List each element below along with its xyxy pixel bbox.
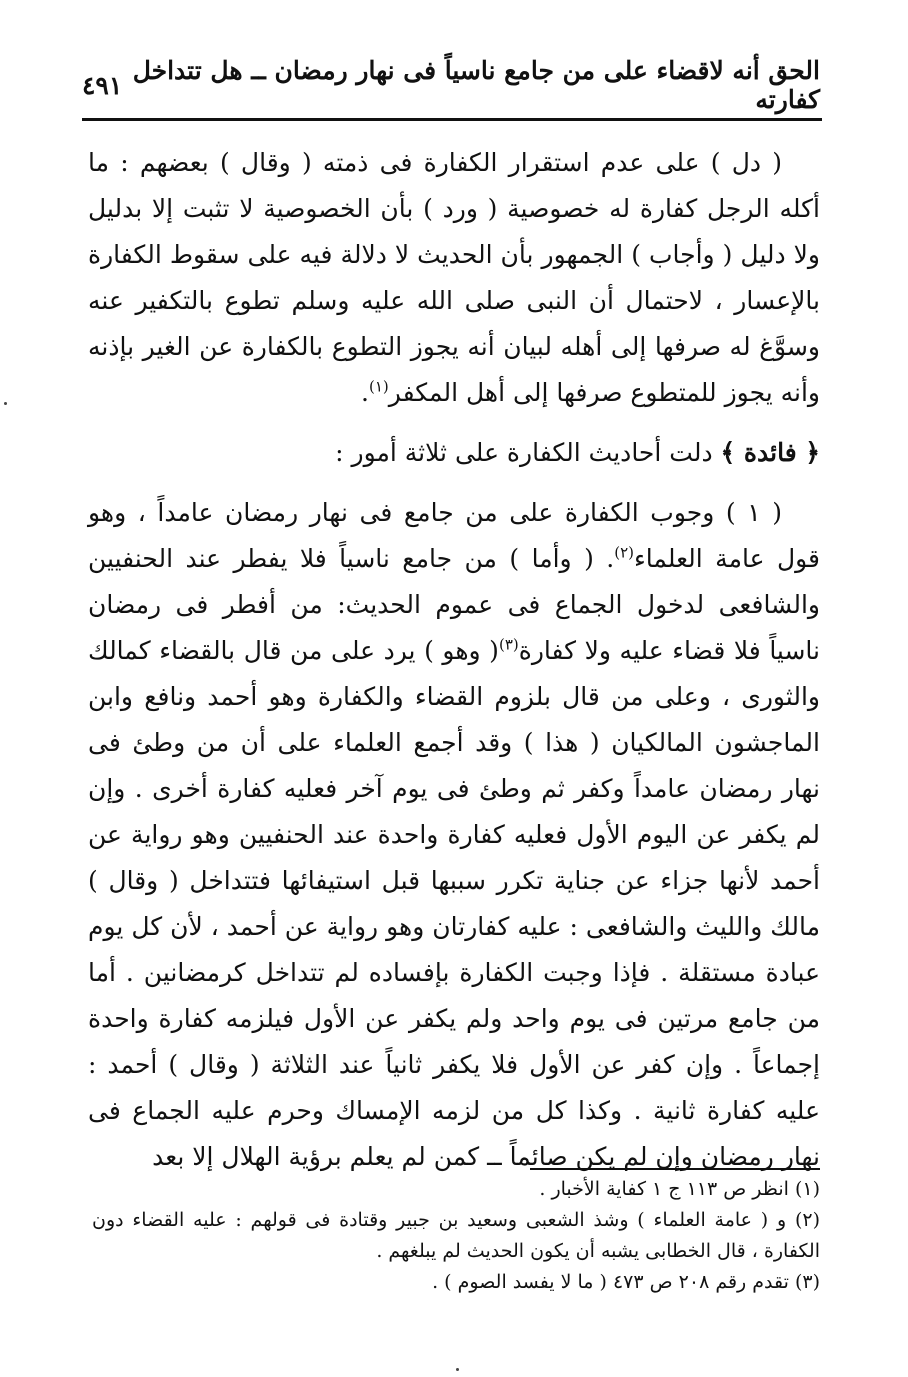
footnote-ref-3: (٣) xyxy=(498,635,519,654)
paragraph-2-part-b: . ( وأما ) من جامع ناسياً فلا يفطر عند الحنفيين والشافعى لدخول الجماع فى عموم الحديث: من أفطر فى رمضان ناسياً فلا قضاء عليه ولا كفارة xyxy=(88,544,820,665)
footnote-divider xyxy=(530,1168,820,1170)
footnotes xyxy=(92,1174,820,1298)
paragraph-1-end: . xyxy=(361,378,369,407)
header-divider xyxy=(82,118,822,121)
scan-speck xyxy=(456,1368,459,1371)
faida-text: دلت أحاديث الكفارة على ثلاثة أمور : xyxy=(335,438,713,467)
paragraph-2-part-a: ( ١ ) وجوب الكفارة على من جامع فى نهار رمضان عامداً ، وهو قول عامة العلماء xyxy=(88,498,820,573)
faida-line xyxy=(88,430,820,476)
page-number: ٤٩١ xyxy=(82,70,123,100)
page-header xyxy=(82,56,820,114)
paragraph-2 xyxy=(88,490,820,1180)
footnote-ref-1: (١) xyxy=(369,377,389,396)
main-text xyxy=(88,140,820,1180)
footnote-1: (١) انظر ص ١١٣ ج ١ كفاية الأخبار . xyxy=(539,1178,820,1200)
paragraph-1 xyxy=(88,140,820,416)
paragraph-1-text: ( دل ) على عدم استقرار الكفارة فى ذمته ( وقال ) بعضهم : ما أكله الرجل كفارة له خصوصية ( ورد ) بأن الخصوصية لا تثبت إلا بدليل ولا دليل ( وأجاب ) الجمهور بأن الحديث لا دلالة فيه على سقوط الكفارة بالإعسار ، لاحتمال أن النبى صلى الله عليه وسلم تطوع بالتكفير عنه وسوَّغ له صرفها إلى أهله لبيان أنه يجوز التطوع بالكفارة عن الغير بإذنه وأنه يجوز للمتطوع صرفها إلى أهل المكفر xyxy=(88,148,820,407)
footnote-3: (٣) تقدم رقم ٢٠٨ ص ٤٧٣ ( ما لا يفسد الصوم ) . xyxy=(432,1271,820,1293)
paragraph-2-part-c: ( وهو ) يرد على من قال بالقضاء كمالك والثورى ، وعلى من قال بلزوم القضاء والكفارة وهو أحمد ونافع وابن الماجشون المالكيان ( هذا ) وقد أجمع العلماء على أن من وطئ فى نهار رمضان عامداً وكفر ثم وطئ فى يوم آخر فعليه كفارة أخرى . وإن لم يكفر عن اليوم الأول فعليه كفارة واحدة عند الحنفيين وهو رواية عن أحمد لأنها جزاء عن جناية تكرر سببها قبل استيفائها فتتداخل ( وقال ) مالك والليث والشافعى : عليه كفارتان وهو رواية عن أحمد ، لأن كل يوم عبادة مستقلة . فإذا وجبت الكفارة بإفساده لم تتداخل كرمضانين . أما من جامع مرتين فى يوم واحد ولم يكفر عن الأول فيلزمه كفارة واحدة إجماعاً . وإن كفر عن الأول فلا يكفر ثانياً عند الثلاثة ( وقال ) أحمد : عليه كفارة ثانية . وكذا كل من لزمه الإمساك وحرم عليه الجماع فى نهار رمضان وإن لم يكن صائماً ــ كمن لم يعلم برؤية الهلال إلا بعد xyxy=(88,636,820,1171)
footnote-ref-2: (٢) xyxy=(614,543,634,562)
footnote-2: (٢) و ( عامة العلماء ) وشذ الشعبى وسعيد بن جبير وقتادة فى قولهم : عليه القضاء دون الكفارة ، قال الخطابى يشبه أن يكون الحديث لم يبلغهم . xyxy=(92,1209,820,1262)
running-title: الحق أنه لاقضاء على من جامع ناسياً فى نهار رمضان ــ هل تتداخل كفارته xyxy=(132,56,820,114)
faida-title: ﴿ فائدة ﴾ xyxy=(720,438,820,467)
scan-speck xyxy=(4,402,7,405)
